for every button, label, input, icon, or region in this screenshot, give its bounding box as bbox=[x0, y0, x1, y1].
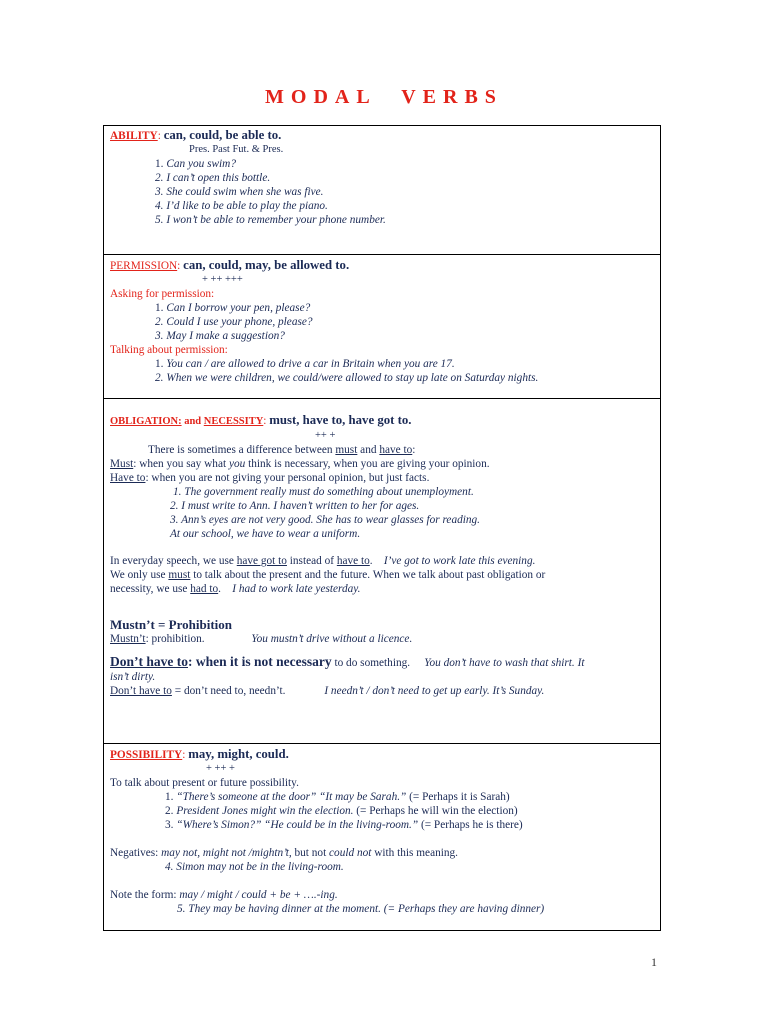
possibility-section bbox=[103, 744, 661, 931]
ability-example: 1. Can you swim? bbox=[155, 158, 236, 170]
obligation-header: OBLIGATION: and NECESSITY: must, have to, have got to. bbox=[110, 413, 412, 427]
asking-label: Asking for permission: bbox=[110, 288, 215, 300]
modal-verbs-table bbox=[103, 125, 661, 931]
ability-example: 2. I can’t open this bottle. bbox=[155, 172, 271, 184]
everyday-speech: In everyday speech, we use have got to instead of have to. I’ve got to work late this evening. bbox=[110, 555, 536, 567]
dont-have-to-example-cont: isn’t dirty. bbox=[110, 671, 156, 683]
possibility-example: 2. President Jones might win the election. (= Perhaps he will win the election) bbox=[165, 805, 518, 817]
obligation-verbs: must, have to, have got to. bbox=[269, 413, 412, 427]
ability-header: ABILITY: can, could, be able to. bbox=[110, 128, 282, 142]
mustnt-heading: Mustn’t = Prohibition bbox=[110, 617, 233, 632]
obligation-example: At our school, we have to wear a uniform. bbox=[170, 528, 361, 540]
ability-example: 5. I won’t be able to remember your phone number. bbox=[155, 214, 386, 226]
obligation-intro: There is sometimes a difference between must and have to: bbox=[148, 444, 416, 456]
asking-example: 1. Can I borrow your pen, please? bbox=[155, 302, 311, 314]
ability-label: ABILITY bbox=[110, 130, 158, 142]
talking-label: Talking about permission: bbox=[110, 344, 228, 356]
permission-scale: + ++ +++ bbox=[202, 274, 243, 285]
mustnt-definition: Mustn’t: prohibition. You mustn’t drive without a licence. bbox=[110, 633, 413, 645]
asking-example: 3. May I make a suggestion? bbox=[155, 330, 285, 342]
talking-example: 2. When we were children, we could/were allowed to stay up late on Saturday nights. bbox=[155, 372, 539, 384]
obligation-label: OBLIGATION: bbox=[110, 416, 182, 427]
possibility-example: 4. Simon may not be in the living-room. bbox=[165, 861, 344, 873]
obligation-section bbox=[103, 399, 661, 744]
possibility-header: POSSIBILITY: may, might, could. bbox=[110, 747, 289, 761]
possibility-intro: To talk about present or future possibility. bbox=[110, 777, 299, 789]
possibility-example: 3. “Where’s Simon?” “He could be in the living-room.” (= Perhaps he is there) bbox=[165, 819, 523, 831]
ability-legend: Pres. Past Fut. & Pres. bbox=[189, 144, 284, 155]
asking-example: 2. Could I use your phone, please? bbox=[155, 316, 313, 328]
past-obligation-2: necessity, we use had to. I had to work late yesterday. bbox=[110, 583, 361, 595]
ability-section bbox=[103, 125, 661, 255]
possibility-example: 1. “There’s someone at the door” “It may be Sarah.” (= Perhaps it is Sarah) bbox=[165, 791, 510, 803]
must-definition: Must: when you say what you think is necessary, when you are giving your opinion. bbox=[110, 458, 490, 470]
page-title: MODAL VERBS bbox=[265, 86, 503, 108]
possibility-label: POSSIBILITY bbox=[110, 749, 183, 761]
dont-have-to-definition: Don’t have to = don’t need to, needn’t. I needn’t / don’t need to get up early. It’s Sunday. bbox=[110, 685, 545, 697]
ability-example: 4. I’d like to be able to play the piano. bbox=[155, 200, 328, 212]
permission-header: PERMISSION: can, could, may, be allowed to. bbox=[110, 258, 350, 272]
obligation-example: 3. Ann’s eyes are not very good. She has to wear glasses for reading. bbox=[170, 514, 481, 526]
dont-have-to-heading: Don’t have to: when it is not necessary to do something. You don’t have to wash that shirt. It bbox=[110, 654, 585, 669]
possibility-verbs: may, might, could. bbox=[188, 747, 289, 761]
possibility-example: 5. They may be having dinner at the moment. (= Perhaps they are having dinner) bbox=[177, 903, 545, 915]
possibility-negatives: Negatives: may not, might not /mightn’t, but not could not with this meaning. bbox=[110, 847, 458, 859]
talking-example: 1. You can / are allowed to drive a car in Britain when you are 17. bbox=[155, 358, 455, 370]
possibility-form: Note the form: may / might / could + be + ….-ing. bbox=[110, 889, 338, 901]
necessity-label: NECESSITY bbox=[203, 416, 264, 427]
past-obligation: We only use must to talk about the present and the future. When we talk about past obligation or bbox=[110, 569, 546, 581]
ability-verbs: can, could, be able to. bbox=[163, 128, 282, 142]
permission-section bbox=[103, 255, 661, 399]
obligation-example: 2. I must write to Ann. I haven’t written to her for ages. bbox=[170, 500, 420, 512]
page-number: 1 bbox=[651, 955, 657, 969]
ability-example: 3. She could swim when she was five. bbox=[155, 186, 324, 198]
obligation-example: 1. The government really must do something about unemployment. bbox=[173, 486, 474, 498]
have-to-definition: Have to: when you are not giving your personal opinion, but just facts. bbox=[110, 472, 430, 484]
obligation-scale: ++ + bbox=[315, 430, 336, 441]
permission-verbs: can, could, may, be allowed to. bbox=[183, 258, 350, 272]
possibility-scale: + ++ + bbox=[206, 763, 235, 774]
permission-label: PERMISSION bbox=[110, 260, 178, 272]
